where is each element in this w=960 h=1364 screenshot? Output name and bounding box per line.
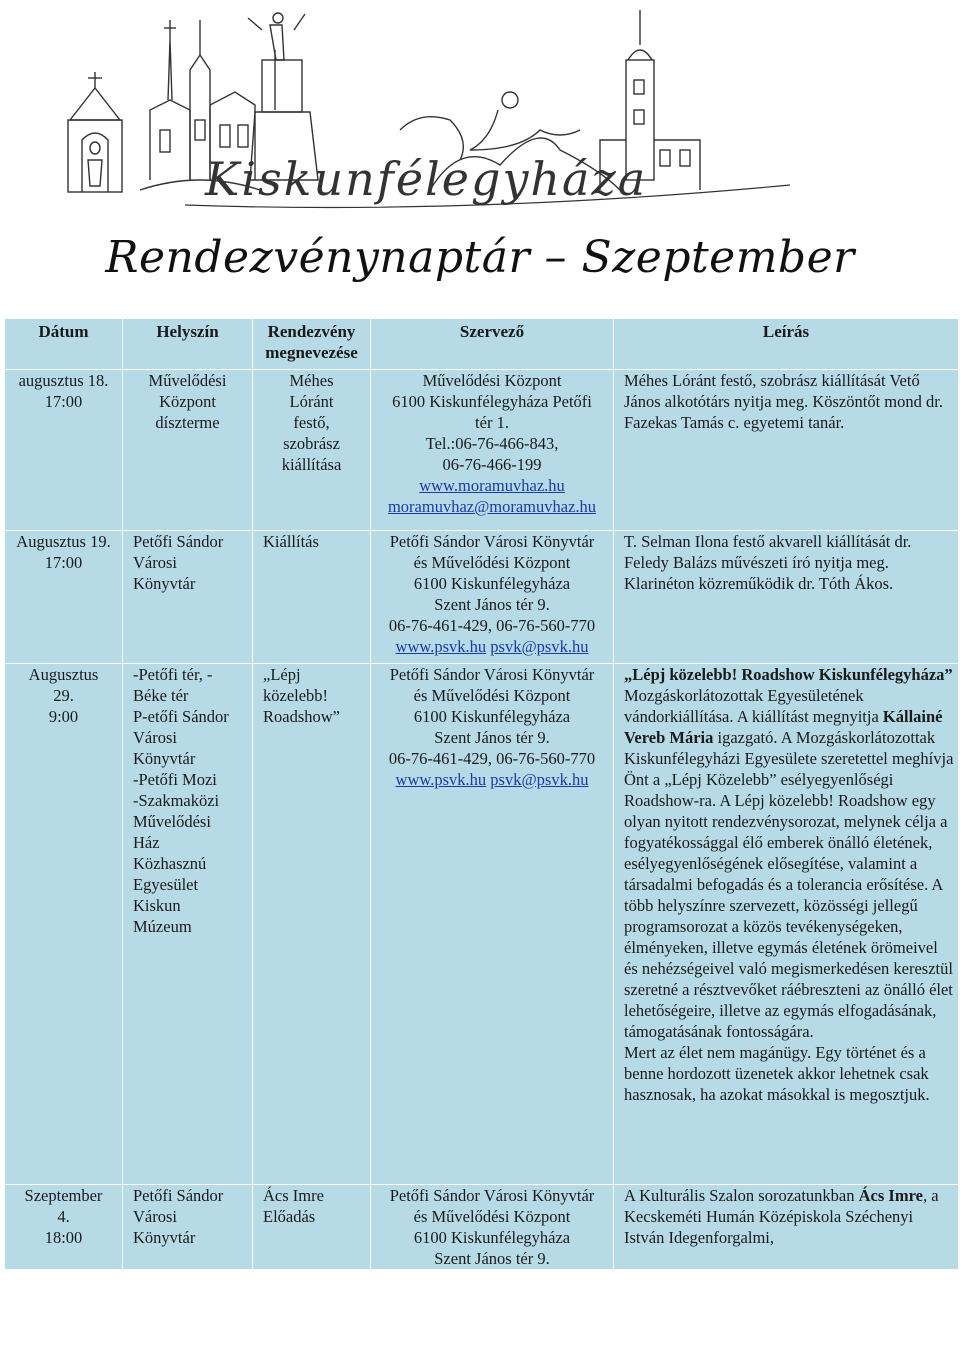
venue-line: Béke tér	[133, 686, 189, 705]
organizer-links	[375, 636, 609, 657]
col-header-date: Dátum	[5, 319, 123, 370]
event-name-line: szobrász	[283, 434, 340, 453]
organizer-line: Művelődési Központ	[422, 371, 562, 390]
time-line: 18:00	[44, 1228, 83, 1247]
venue-line: Ház	[133, 833, 160, 852]
venue-line: Egyesület	[133, 875, 199, 894]
organizer-line: Tel.:06-76-466-843,	[425, 434, 559, 453]
event-description: T. Selman Ilona festő akvarell kiállítását dr. Feledy Balázs művészeti író nyitja meg. Klarinéton közreműködik dr. Tóth Ákos.	[614, 531, 959, 664]
description-text: Mert az élet nem magánügy. Egy történet és a benne hordozott üzenetek akkor lehetnek csak hasznosak, ha azokat másokkal is megosztjuk.	[624, 1043, 930, 1104]
venue-line: Múzeum	[133, 917, 192, 936]
description-text: igazgató. A Mozgáskorlátozottak Kiskunfélegyházi Egyesülete szeretettel meghívja Önt a „Lépj Közelebb” esélyegyenlőségi Roadshow-ra. A Lépj közelebb! Roadshow egy olyan nyitott rendezvénysorozat, melynek célja a fogyatékossággal élő emberek önálló életének, esélyegyenlőségének elősegítése, valamint a társadalmi befogadás és a tolerancia erősítése. A több helyszínre szervezett, közösségi jellegű programsorozat a közös tevékenységeken, élményeken, illetve egymás életének örömeivel és nehézségeivel való megismerkedésen keresztül szeretné a résztvevőket ráébreszteni az önálló élet lehetőségeire, illetve az egymás elfogadásának, támogatásának fontosságára.	[624, 728, 954, 1041]
description-text: A Kulturális Szalon sorozatunkban	[624, 1186, 859, 1205]
organizer-line: 6100 Kiskunfélegyháza	[413, 1228, 571, 1247]
organizer-website-link[interactable]: www.psvk.hu	[395, 770, 487, 789]
venue-line: Közhasznú	[133, 854, 207, 873]
description-text: , a Kecskeméti Humán Középiskola Széchenyi István Idegenforgalmi,	[624, 1186, 939, 1247]
venue-line: Városi	[133, 553, 177, 572]
table-row	[5, 1185, 959, 1270]
organizer-line: 6100 Kiskunfélegyháza	[413, 574, 571, 593]
event-venue	[123, 531, 253, 664]
organizer-website-link[interactable]: www.psvk.hu	[395, 637, 487, 656]
venue-line: Könyvtár	[133, 1228, 196, 1247]
event-name-line: Ács Imre	[263, 1186, 324, 1205]
venue-line: -Petőfi tér, -	[133, 665, 213, 684]
organizer-email-link[interactable]: psvk@psvk.hu	[490, 637, 589, 656]
venue-line: Városi	[133, 1207, 177, 1226]
event-name	[253, 531, 371, 664]
organizer-line: 6100 Kiskunfélegyháza	[413, 707, 571, 726]
date-line: 29.	[53, 686, 74, 705]
chapel-drawing	[68, 72, 122, 192]
description-bold: „Lépj közelebb! Roadshow Kiskunfélegyháza”	[624, 665, 953, 684]
event-organizer	[371, 664, 614, 1185]
col-header-venue: Helyszín	[123, 319, 253, 370]
venue-line: -Szakmaközi	[133, 791, 220, 810]
venue-line: Művelődési	[133, 812, 211, 831]
event-name	[253, 370, 371, 531]
organizer-line: Petőfi Sándor Városi Könyvtár	[389, 532, 595, 551]
event-organizer	[371, 531, 614, 664]
venue-line: Könyvtár	[133, 749, 196, 768]
event-name-line: „Lépj	[263, 665, 301, 684]
event-date	[5, 1185, 123, 1270]
table-row	[5, 370, 959, 531]
event-date	[5, 370, 123, 531]
time-line: 9:00	[48, 707, 79, 726]
date-line: augusztus 18.	[18, 371, 109, 390]
venue-line: Könyvtár	[133, 574, 196, 593]
table-row	[5, 664, 959, 1185]
city-script-logo: Kiskunfélegyháza	[205, 152, 648, 206]
description-bold: Kállainé Vereb Mária	[624, 707, 943, 747]
organizer-line: Szent János tér 9.	[434, 728, 550, 747]
organizer-line: és Művelődési Központ	[413, 553, 571, 572]
organizer-line: 06-76-466-199	[442, 455, 542, 474]
col-header-organizer: Szervező	[371, 319, 614, 370]
organizer-email-link[interactable]: moramuvhaz@moramuvhaz.hu	[387, 497, 597, 516]
date-line: 4.	[57, 1207, 70, 1226]
col-header-event-name	[253, 319, 371, 370]
event-name-line: Méhes	[289, 371, 334, 390]
venue-line: Petőfi Sándor	[133, 532, 224, 551]
organizer-email-link[interactable]: psvk@psvk.hu	[490, 770, 589, 789]
event-description: Méhes Lóránt festő, szobrász kiállítását Vető János alkotótárs nyitja meg. Köszöntőt mond dr. Fazekas Tamás c. egyetemi tanár.	[614, 370, 959, 531]
col-header-event-name-text: Rendezvény megnevezése	[265, 322, 358, 362]
organizer-line: Petőfi Sándor Városi Könyvtár	[389, 1186, 595, 1205]
event-name-line: Lóránt	[289, 392, 334, 411]
venue-line: díszterme	[155, 413, 220, 432]
event-date	[5, 531, 123, 664]
organizer-line: Szent János tér 9.	[434, 1249, 550, 1268]
event-name	[253, 1185, 371, 1270]
event-description	[614, 664, 959, 1185]
venue-line: -Petőfi Mozi	[133, 770, 217, 789]
date-line: Augusztus 19.	[16, 532, 111, 551]
event-venue	[123, 664, 253, 1185]
organizer-line: 6100 Kiskunfélegyháza Petőfi	[392, 392, 592, 411]
organizer-line: és Művelődési Központ	[413, 686, 571, 705]
organizer-line: 06-76-461-429, 06-76-560-770	[388, 616, 596, 635]
event-name-line: Kiállítás	[263, 532, 319, 551]
organizer-line: tér 1.	[475, 413, 509, 432]
city-logo-illustration	[0, 0, 960, 230]
event-name-line: festő,	[293, 413, 330, 432]
venue-line: Kiskun	[133, 896, 181, 915]
organizer-website-link[interactable]: www.moramuvhaz.hu	[419, 476, 565, 495]
organizer-line: 06-76-461-429, 06-76-560-770	[388, 749, 596, 768]
event-name-line: Roadshow”	[263, 707, 340, 726]
events-table	[4, 318, 959, 1270]
organizer-links	[375, 769, 609, 790]
event-name	[253, 664, 371, 1185]
organizer-line: és Művelődési Központ	[413, 1207, 571, 1226]
page-title: Rendezvénynaptár – Szeptember	[105, 232, 855, 283]
organizer-line: Szent János tér 9.	[434, 595, 550, 614]
event-date	[5, 664, 123, 1185]
description-bold: Ács Imre	[858, 1186, 923, 1205]
event-organizer	[371, 370, 614, 531]
event-name-line: Előadás	[263, 1207, 316, 1226]
venue-line: Városi	[133, 728, 177, 747]
event-description	[614, 1185, 959, 1270]
venue-line: Központ	[159, 392, 216, 411]
description-text: Mozgáskorlátozottak Egyesületének vándorkiállítása. A kiállítást megnyitja	[624, 686, 883, 726]
event-venue	[123, 370, 253, 531]
table-header-row	[5, 319, 959, 370]
event-venue	[123, 1185, 253, 1270]
event-name-line: kiállítása	[281, 455, 342, 474]
organizer-line: Petőfi Sándor Városi Könyvtár	[389, 665, 595, 684]
time-line: 17:00	[44, 553, 83, 572]
venue-line: Művelődési	[148, 371, 227, 390]
date-line: Augusztus	[28, 665, 99, 684]
venue-line: Petőfi Sándor	[133, 1186, 224, 1205]
table-row	[5, 531, 959, 664]
event-name-line: közelebb!	[263, 686, 329, 705]
event-organizer	[371, 1185, 614, 1270]
venue-line: P-etőfi Sándor	[133, 707, 229, 726]
col-header-description: Leírás	[614, 319, 959, 370]
date-line: Szeptember	[24, 1186, 103, 1205]
time-line: 17:00	[44, 392, 83, 411]
